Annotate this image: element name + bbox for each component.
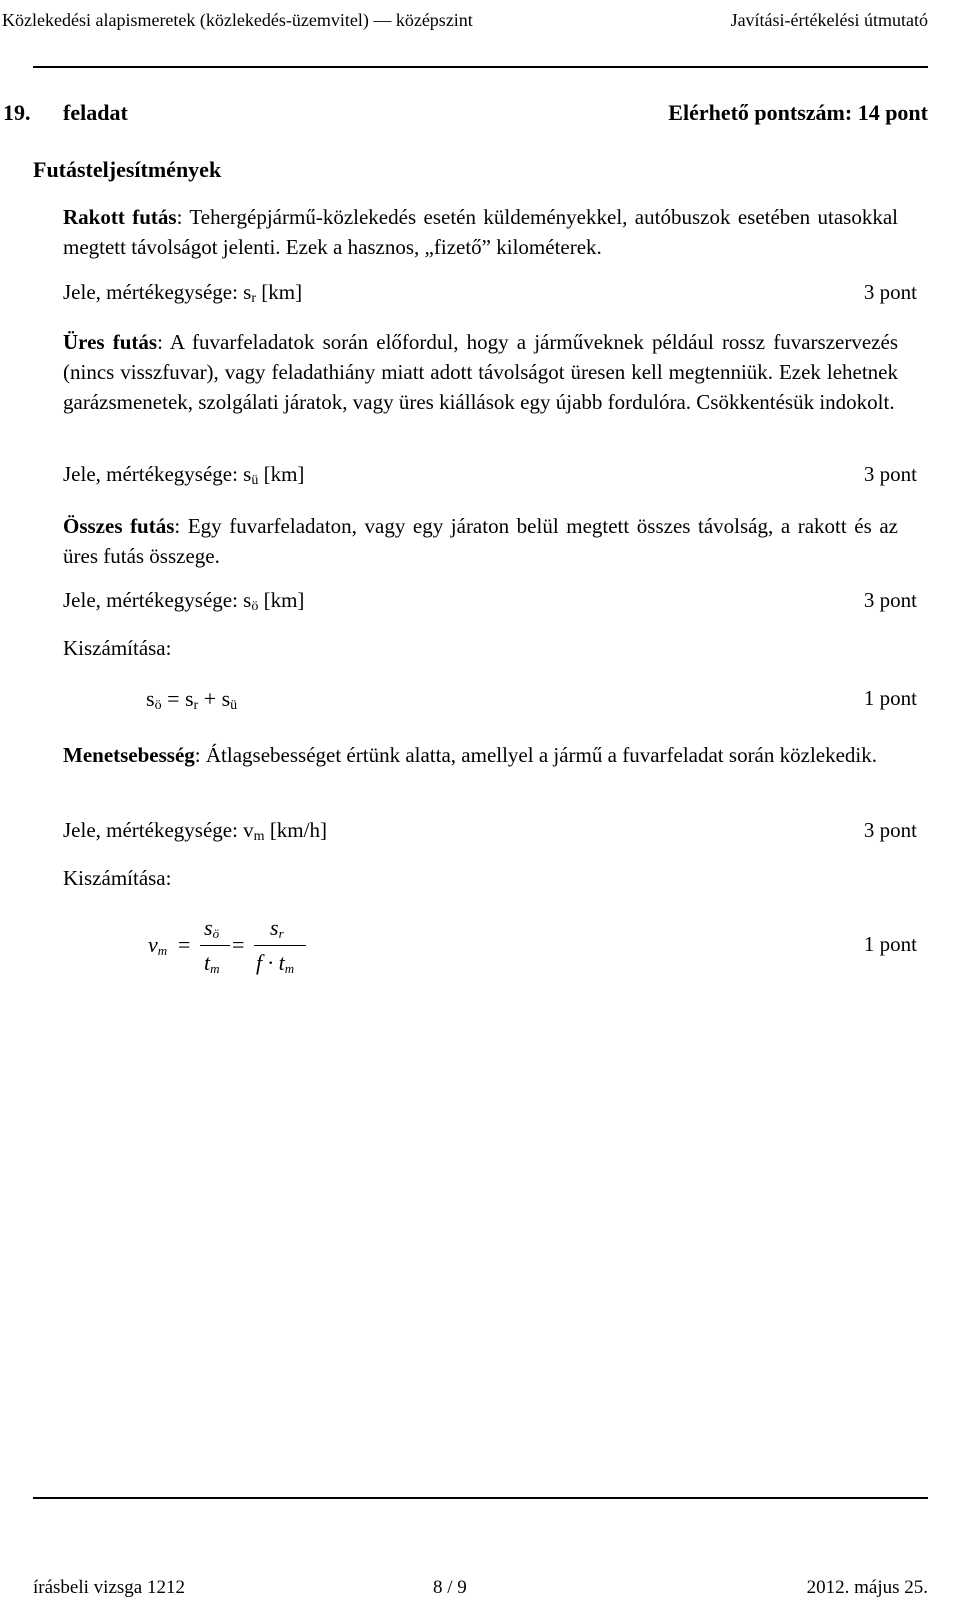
speed-formula-eq1: = [178, 932, 191, 957]
total-points: 3 pont [863, 588, 917, 612]
header-rule [33, 66, 928, 68]
speed-formula-num2: $s_r$ [270, 915, 284, 941]
loaded-paragraph [63, 202, 898, 262]
speed-points: 3 pont [863, 818, 917, 842]
total-term: Összes futás [63, 514, 175, 538]
task-number: 19. [3, 100, 31, 125]
speed-formula-num1: $s_ö$ [204, 915, 220, 941]
empty-symbol: Jele, mértékegysége: $s_ü$ [km] [63, 462, 305, 488]
section-title: Futásteljesítmények [33, 157, 222, 182]
total-symbol: Jele, mértékegysége: $s_ö$ [km] [63, 588, 305, 614]
header-right: Javítási-értékelési útmutató [730, 10, 928, 30]
loaded-term: Rakott futás [63, 205, 177, 229]
speed-paragraph [63, 740, 898, 770]
footer-rule [33, 1497, 928, 1499]
speed-formula-bar2 [254, 945, 306, 946]
footer-left: írásbeli vizsga 1212 [33, 1577, 185, 1598]
speed-formula-v: $v_m$ [148, 932, 168, 958]
footer-page: 8 / 9 [433, 1577, 467, 1598]
speed-formula-den1: $t_m$ [204, 950, 220, 976]
empty-text: : A fuvarfeladatok során előfordul, hogy a járműveknek például rossz fuvarszervezés (nincs visszfuvar), vagy feladathiány miatt adott távolságot üresen kell megtenniük. Ezek lehetnek garázsmenetek, szolgálati járatok, vagy üres kiállások egy újabb fordulóra. Csökkentésük indokolt. [63, 330, 898, 414]
empty-points: 3 pont [863, 462, 917, 486]
loaded-symbol: Jele, mértékegysége: $s_r$ [km] [63, 280, 303, 306]
total-text: : Egy fuvarfeladaton, vagy egy járaton belül megtett összes távolság, a rakott és az üres futás összege. [63, 514, 898, 568]
header-left: Közlekedési alapismeretek (közlekedés-üzemvitel) — középszint [2, 10, 473, 30]
speed-formula-bar1 [200, 945, 230, 946]
speed-term: Menetsebesség [63, 743, 195, 767]
empty-paragraph [63, 327, 898, 417]
total-calc-label: Kiszámítása: [63, 636, 172, 660]
task-max-points: Elérhető pontszám: 14 pont [668, 100, 928, 125]
speed-formula [140, 910, 320, 990]
total-formula-points: 1 pont [863, 686, 917, 710]
speed-formula-eq2: = [232, 932, 245, 957]
speed-formula-den2: $f \cdot t_m$ [256, 950, 295, 976]
speed-formula-points: 1 pont [863, 932, 917, 956]
speed-calc-label: Kiszámítása: [63, 866, 172, 890]
footer-right: 2012. május 25. [806, 1577, 928, 1598]
task-label: feladat [63, 100, 128, 125]
total-formula: $s_ö = s_r + s_ü$ [146, 686, 238, 713]
total-paragraph [63, 511, 898, 571]
speed-symbol: Jele, mértékegysége: $v_m$ [km/h] [63, 818, 327, 844]
loaded-points: 3 pont [863, 280, 917, 304]
loaded-text: : Tehergépjármű-közlekedés esetén küldeményekkel, autóbuszok esetében utasokkal megtett távolságot jelenti. Ezek a hasznos, „fizető” kilométerek. [63, 205, 898, 259]
empty-term: Üres futás [63, 330, 158, 354]
speed-text: : Átlagsebességet értünk alatta, amellyel a jármű a fuvarfeladat során közlekedik. [194, 743, 878, 767]
